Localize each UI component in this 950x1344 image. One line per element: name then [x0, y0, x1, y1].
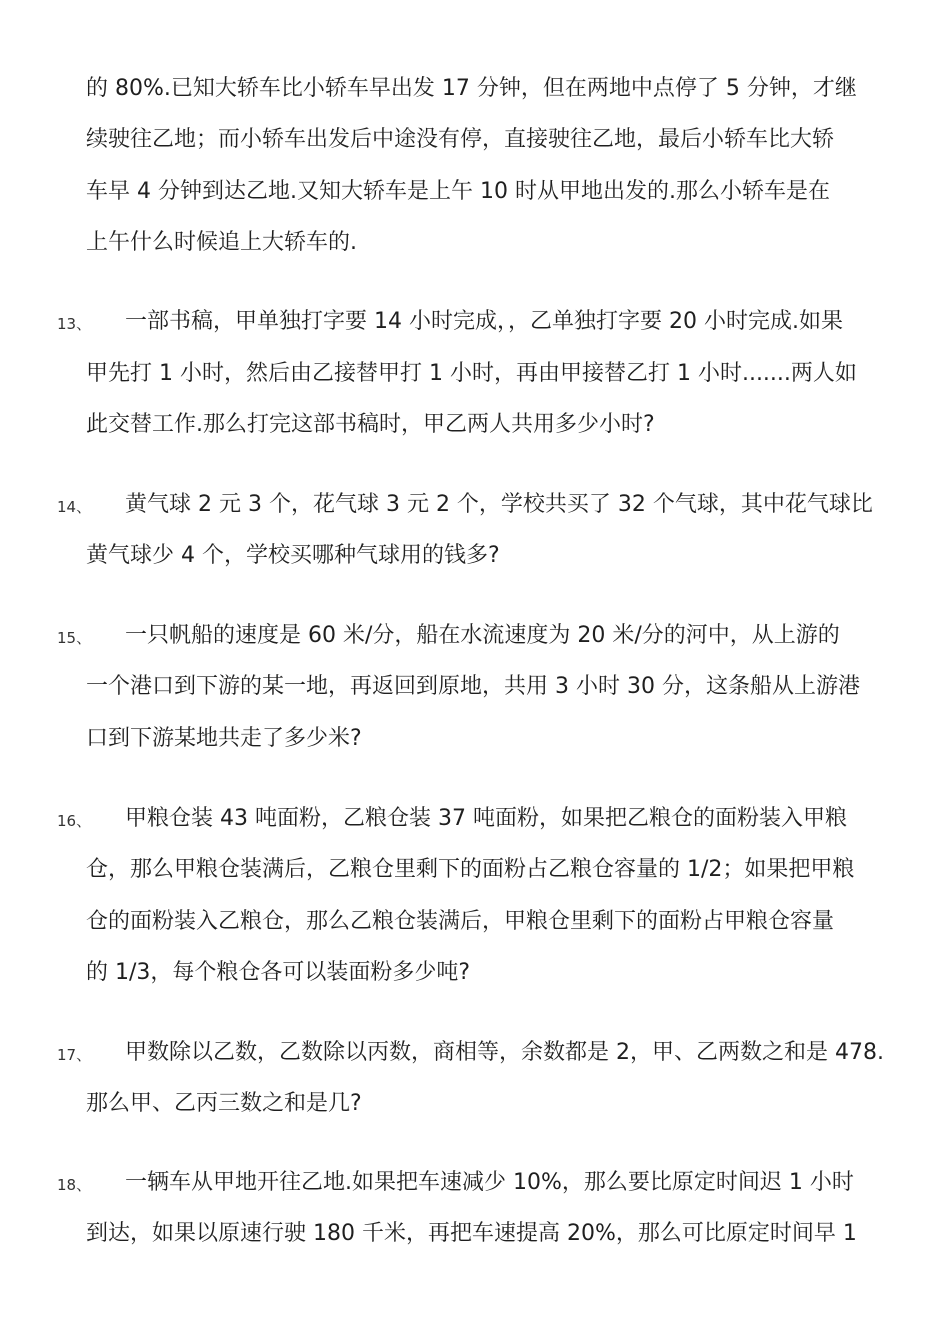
- problem-text-line: 一辆车从甲地开往乙地.如果把车速减少 10%，那么要比原定时间迟 1 小时: [125, 1170, 854, 1195]
- problem-text-line: 那么甲、乙丙三数之和是几?: [86, 1091, 362, 1116]
- paragraph-line: 车早 4 分钟到达乙地.又知大轿车是上午 10 时从甲地出发的.那么小轿车是在: [86, 179, 830, 204]
- problem-text-line: 甲先打 1 小时，然后由乙接替甲打 1 小时，再由甲接替乙打 1 小时.......两人如: [86, 361, 857, 386]
- problem-text-line: 一部书稿，甲单独打字要 14 小时完成，，乙单独打字要 20 小时完成.如果: [125, 309, 843, 334]
- problem-number: 17、: [57, 1046, 92, 1064]
- problem-text-line: 甲粮仓装 43 吨面粉，乙粮仓装 37 吨面粉，如果把乙粮仓的面粉装入甲粮: [125, 806, 847, 831]
- problem-number: 15、: [57, 629, 92, 647]
- problem-text-line: 甲数除以乙数，乙数除以丙数，商相等，余数都是 2，甲、乙两数之和是 478.: [125, 1040, 884, 1065]
- paragraph-line: 上午什么时候追上大轿车的.: [86, 230, 357, 255]
- problem-text-line: 仓的面粉装入乙粮仓，那么乙粮仓装满后，甲粮仓里剩下的面粉占甲粮仓容量: [86, 909, 835, 934]
- problem-text-line: 的 1/3，每个粮仓各可以装面粉多少吨?: [86, 960, 471, 985]
- problem-text-line: 黄气球少 4 个，学校买哪种气球用的钱多?: [86, 543, 500, 568]
- problem-text-line: 一只帆船的速度是 60 米/分，船在水流速度为 20 米/分的河中，从上游的: [125, 623, 840, 648]
- problem-text-line: 此交替工作.那么打完这部书稿时，甲乙两人共用多少小时?: [86, 412, 655, 437]
- problem-text-line: 到达，如果以原速行驶 180 千米，再把车速提高 20%，那么可比原定时间早 1: [86, 1221, 857, 1246]
- problem-number: 18、: [57, 1176, 92, 1194]
- problem-number: 13、: [57, 315, 92, 333]
- problem-text-line: 口到下游某地共走了多少米?: [86, 726, 362, 751]
- problem-number: 14、: [57, 498, 92, 516]
- paragraph-line: 的 80%.已知大轿车比小轿车早出发 17 分钟，但在两地中点停了 5 分钟，才继: [86, 76, 857, 101]
- paragraph-line: 续驶往乙地；而小轿车出发后中途没有停，直接驶往乙地，最后小轿车比大轿: [86, 127, 835, 152]
- problem-number: 16、: [57, 812, 92, 830]
- problem-text-line: 一个港口到下游的某一地，再返回到原地，共用 3 小时 30 分，这条船从上游港: [86, 674, 860, 699]
- problem-text-line: 仓，那么甲粮仓装满后，乙粮仓里剩下的面粉占乙粮仓容量的 1/2；如果把甲粮: [86, 857, 855, 882]
- problem-text-line: 黄气球 2 元 3 个，花气球 3 元 2 个，学校共买了 32 个气球，其中花气球比: [125, 492, 873, 517]
